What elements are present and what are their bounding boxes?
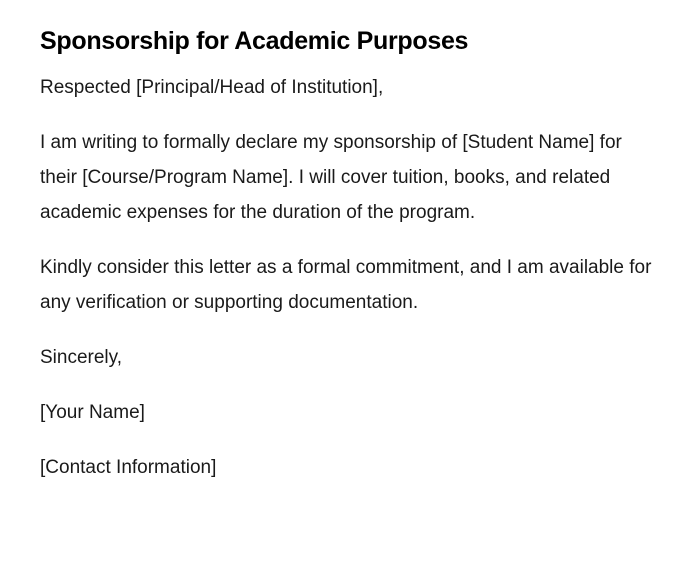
- closing: Sincerely,: [40, 347, 123, 368]
- body-paragraph-1: I am writing to formally declare my sponsorship of [Student Name] for their [Course/Program Name]. I will cover tuition, books, and related academic expenses for the duration of the program.: [40, 132, 622, 223]
- salutation: Respected [Principal/Head of Institution],: [40, 77, 384, 98]
- contact-information: [Contact Information]: [40, 457, 217, 478]
- body-paragraph-2: Kindly consider this letter as a formal commitment, and I am available for any verification or supporting documentation.: [40, 257, 652, 313]
- signer-name: [Your Name]: [40, 402, 145, 423]
- letter-title: Sponsorship for Academic Purposes: [40, 27, 469, 55]
